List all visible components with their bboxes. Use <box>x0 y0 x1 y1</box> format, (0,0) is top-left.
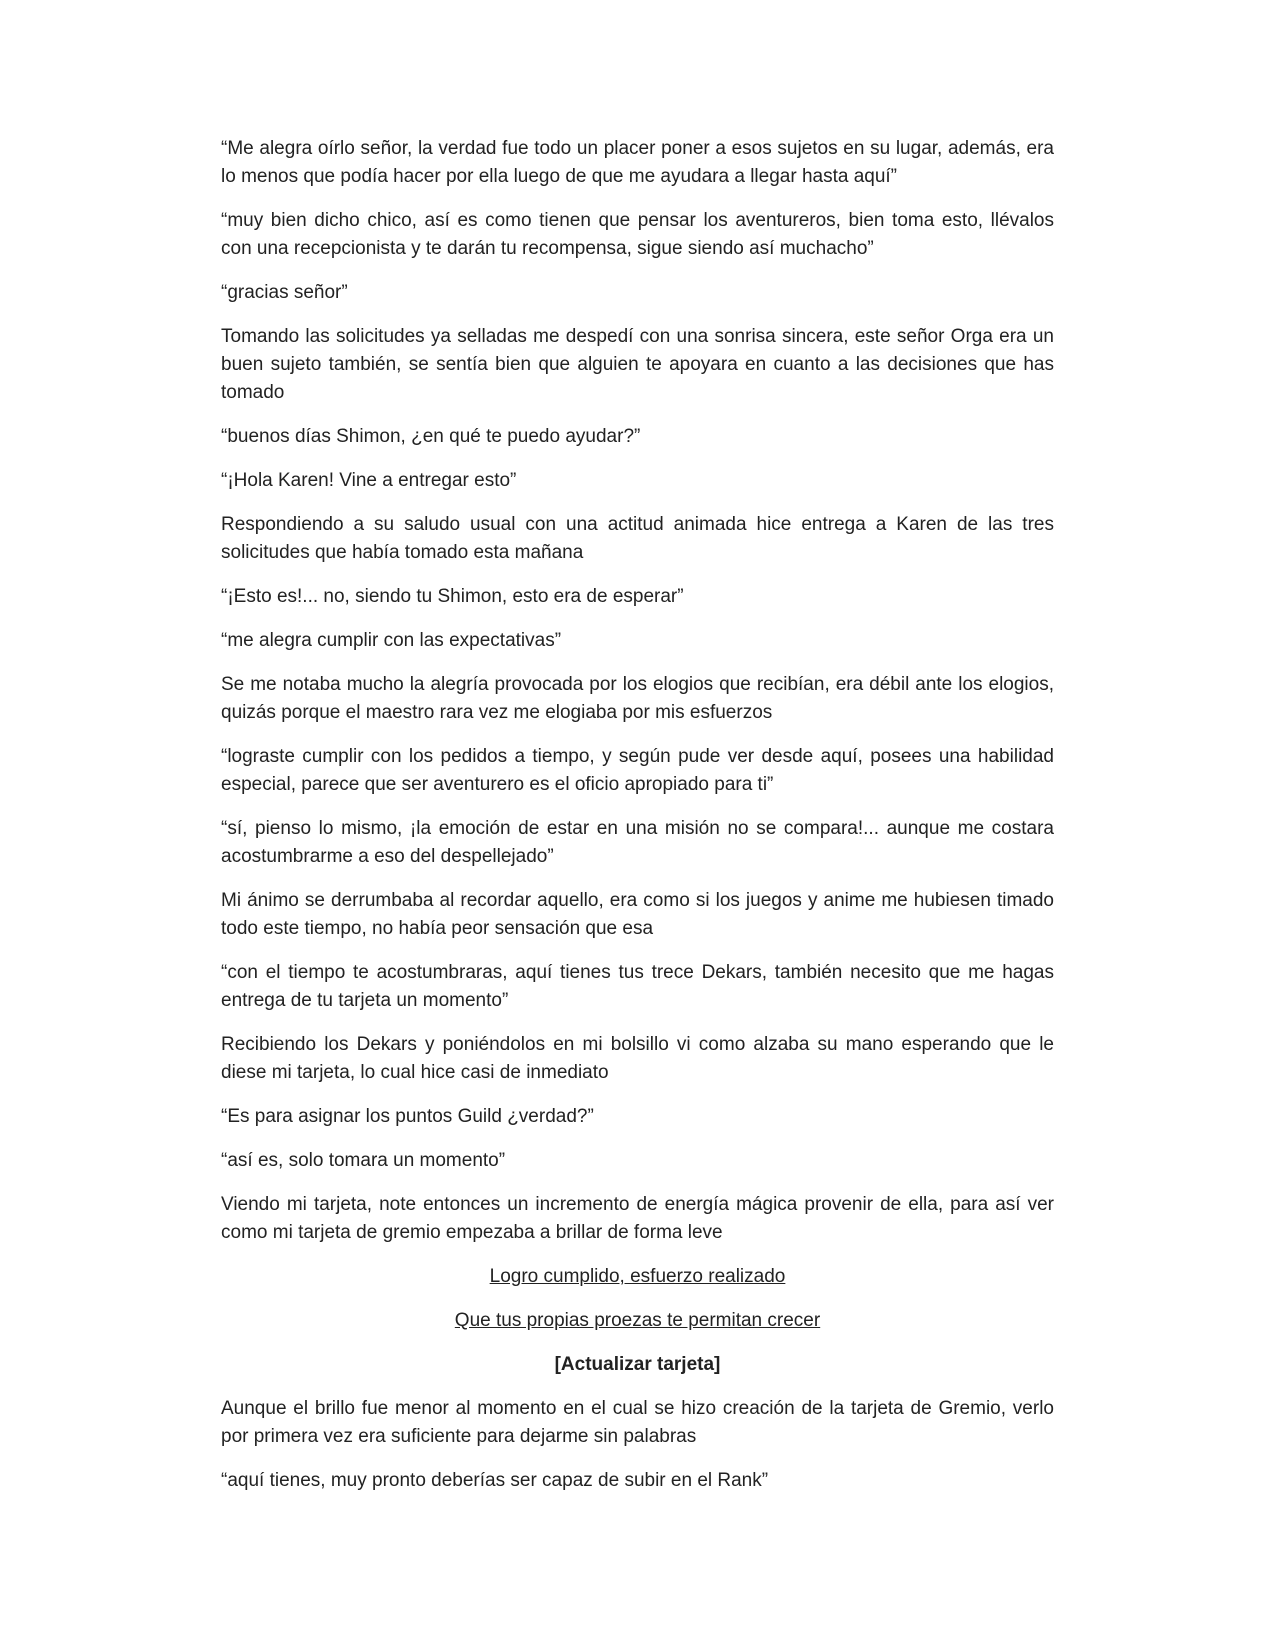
paragraph: Viendo mi tarjeta, note entonces un incremento de energía mágica provenir de ella, para así ver como mi tarjeta de gremio empezaba a brillar de forma leve <box>221 1194 1054 1243</box>
paragraph: “lograste cumplir con los pedidos a tiempo, y según pude ver desde aquí, posees una habilidad especial, parece que ser aventurero es el oficio apropiado para ti” <box>221 746 1054 795</box>
paragraph: “me alegra cumplir con las expectativas” <box>221 630 562 651</box>
document-page <box>221 135 1054 1511</box>
paragraph: “buenos días Shimon, ¿en qué te puedo ayudar?” <box>221 426 641 447</box>
paragraph: “Es para asignar los puntos Guild ¿verdad?” <box>221 1106 594 1127</box>
paragraph: Recibiendo los Dekars y poniéndolos en mi bolsillo vi como alzaba su mano esperando que le diese mi tarjeta, lo cual hice casi de inmediato <box>221 1034 1054 1083</box>
paragraph: Tomando las solicitudes ya selladas me despedí con una sonrisa sincera, este señor Orga era un buen sujeto también, se sentía bien que alguien te apoyara en cuanto a las decisiones que has tomado <box>221 326 1054 403</box>
paragraph: Respondiendo a su saludo usual con una actitud animada hice entrega a Karen de las tres solicitudes que había tomado esta mañana <box>221 514 1054 563</box>
paragraph: “con el tiempo te acostumbraras, aquí tienes tus trece Dekars, también necesito que me hagas entrega de tu tarjeta un momento” <box>221 962 1054 1011</box>
paragraph: “¡Esto es!... no, siendo tu Shimon, esto era de esperar” <box>221 586 684 607</box>
paragraph: “¡Hola Karen! Vine a entregar esto” <box>221 470 517 491</box>
paragraph: “sí, pienso lo mismo, ¡la emoción de estar en una misión no se compara!... aunque me costara acostumbrarme a eso del despellejado” <box>221 818 1054 867</box>
system-message-line: Logro cumplido, esfuerzo realizado <box>489 1266 786 1287</box>
paragraph: Se me notaba mucho la alegría provocada por los elogios que recibían, era débil ante los elogios, quizás porque el maestro rara vez me elogiaba por mis esfuerzos <box>221 674 1054 723</box>
system-message-line: Que tus propias proezas te permitan crecer <box>454 1310 821 1331</box>
paragraph: “así es, solo tomara un momento” <box>221 1150 506 1171</box>
paragraph: “muy bien dicho chico, así es como tienen que pensar los aventureros, bien toma esto, llévalos con una recepcionista y te darán tu recompensa, sigue siendo así muchacho” <box>221 210 1054 259</box>
paragraph: “Me alegra oírlo señor, la verdad fue todo un placer poner a esos sujetos en su lugar, además, era lo menos que podía hacer por ella luego de que me ayudara a llegar hasta aquí” <box>221 138 1054 187</box>
paragraph: Mi ánimo se derrumbaba al recordar aquello, era como si los juegos y anime me hubiesen timado todo este tiempo, no había peor sensación que esa <box>221 890 1054 939</box>
paragraph: “aquí tienes, muy pronto deberías ser capaz de subir en el Rank” <box>221 1470 769 1491</box>
paragraph: “gracias señor” <box>221 282 348 303</box>
system-action-label: [Actualizar tarjeta] <box>554 1354 721 1375</box>
paragraph: Aunque el brillo fue menor al momento en el cual se hizo creación de la tarjeta de Gremio, verlo por primera vez era suficiente para dejarme sin palabras <box>221 1398 1054 1447</box>
